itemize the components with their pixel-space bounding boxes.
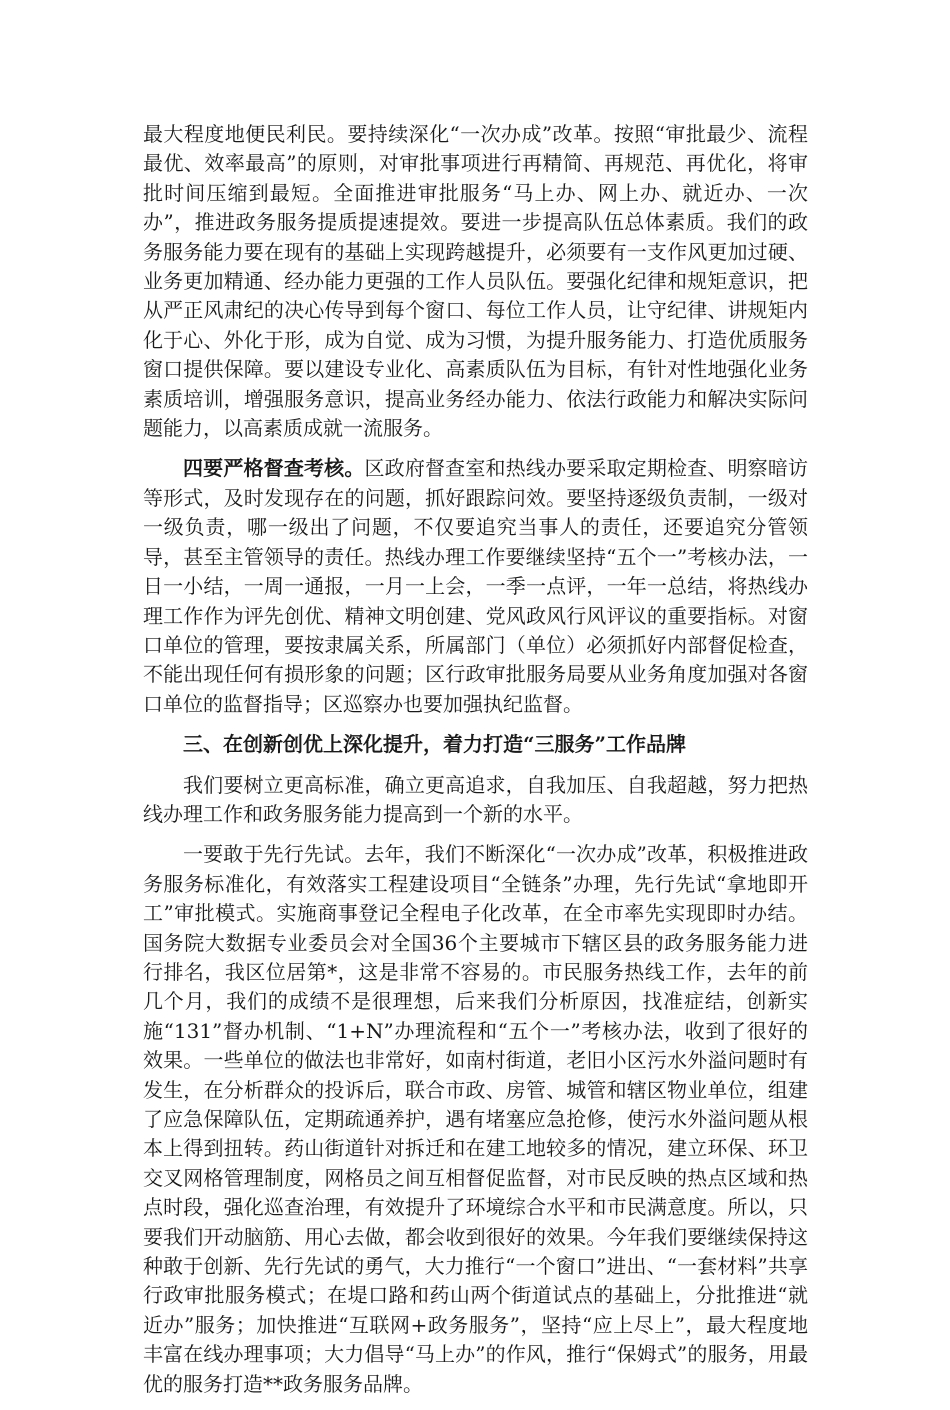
- paragraph-one: 一要敢于先行先试。去年，我们不断深化“一次办成”改革，积极推进政务服务标准化，有效落实工程建设项目“全链条”办理，先行先试“拿地即开工”审批模式。实施商事登记全程电子化改革，在全市率先实现即时办结。国务院大数据专业委员会对全国36个主要城市下辖区县的政务服务能力进行排名，我区位居第*，这是非常不容易的。市民服务热线工作，去年的前几个月，我们的成绩不是很理想，后来我们分析原因，找准症结，创新实施“131”督办机制、“1+N”办理流程和“五个一”考核办法，收到了很好的效果。一些单位的做法也非常好，如南村街道，老旧小区污水外溢问题时有发生，在分析群众的投诉后，联合市政、房管、城管和辖区物业单位，组建了应急保障队伍，定期疏通养护，遇有堵塞应急抢修，使污水外溢问题从根本上得到扭转。药山街道针对拆迁和在建工地较多的情况，建立环保、环卫交叉网格管理制度，网格员之间互相督促监督，对市民反映的热点区域和热点时段，强化巡查治理，有效提升了环境综合水平和市民满意度。所以，只要我们开动脑筋、用心去做，都会收到很好的效果。今年我们要继续保持这种敢于创新、先行先试的勇气，大力推行“一个窗口”进出、“一套材料”共享行政审批服务模式；在堤口路和药山两个街道试点的基础上，分批推进“就近办”服务；加快推进“互联网+政务服务”，坚持“应上尽上”，最大程度地丰富在线办理事项；大力倡导“马上办”的作风，推行“保姆式”的服务，用最优的服务打造**政务服务品牌。: [143, 842, 808, 1396]
- paragraph-continuation: 最大程度地便民利民。要持续深化“一次办成”改革。按照“审批最少、流程最优、效率最高”的原则，对审批事项进行再精简、再规范、再优化，将审批时间压缩到最短。全面推进审批服务“马上办、网上办、就近办、一次办”，推进政务服务提质提速提效。要进一步提高队伍总体素质。我们的政务服务能力要在现有的基础上实现跨越提升，必须要有一支作风更加过硬、业务更加精通、经办能力更强的工作人员队伍。要强化纪律和规矩意识，把从严正风肃纪的决心传导到每个窗口、每位工作人员，让守纪律、讲规矩内化于心、外化于形，成为自觉、成为习惯，为提升服务能力、打造优质服务窗口提供保障。要以建设专业化、高素质队伍为目标，有针对性地强化业务素质培训，增强服务意识，提高业务经办能力、依法行政能力和解决实际问题能力，以高素质成就一流服务。: [143, 122, 808, 441]
- paragraph-intro: 我们要树立更高标准，确立更高追求，自我加压、自我超越，努力把热线办理工作和政务服务能力提高到一个新的水平。: [143, 772, 808, 826]
- paragraph-four-body: 区政府督查室和热线办要采取定期检查、明察暗访等形式，及时发现存在的问题，抓好跟踪问效。要坚持逐级负责制，一级对一级负责，哪一级出了问题，不仅要追究当事人的责任，还要追究分管领导，甚至主管领导的责任。热线办理工作要继续坚持“五个一”考核办法，一日一小结，一周一通报，一月一上会，一季一点评，一年一总结，将热线办理工作作为评先创优、精神文明创建、党风政风行风评议的重要指标。对窗口单位的管理，要按隶属关系，所属部门（单位）必须抓好内部督促检查，不能出现任何有损形象的问题；区行政审批服务局要从业务角度加强对各窗口单位的监督指导；区巡察办也要加强执纪监督。: [143, 456, 808, 716]
- paragraph-four-lead: 四要严格督查考核。: [183, 456, 365, 481]
- document-page: [143, 120, 808, 1410]
- paragraph-four: [143, 454, 808, 719]
- section-heading: 三、在创新创优上深化提升，着力打造“三服务”工作品牌: [183, 732, 687, 757]
